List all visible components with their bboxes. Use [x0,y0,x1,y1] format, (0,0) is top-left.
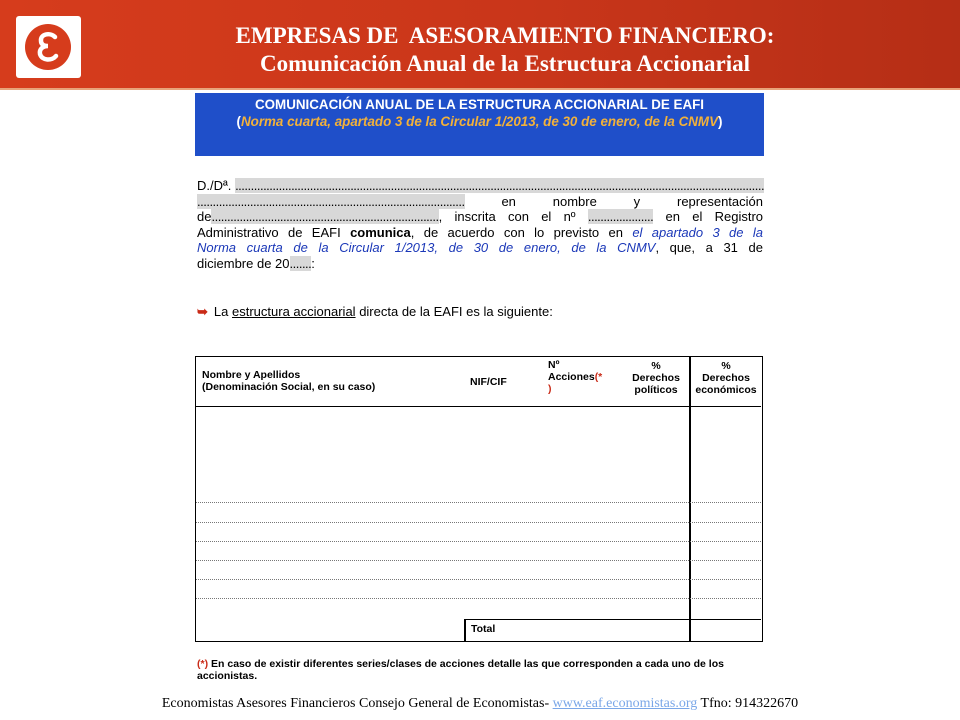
text-representacion: representación [676,193,763,209]
total-divider [464,619,466,642]
text-acuerdo: , de acuerdo con lo previsto en [410,224,623,240]
subtitle-open-paren: ( [236,114,241,129]
subtitle-close-paren: ) [718,114,723,129]
total-row [464,619,761,642]
header-title [120,22,890,78]
registry-number-field[interactable]: ..................... [587,209,654,225]
structure-intro [197,304,763,320]
text-comunica: comunica [350,224,411,240]
header-acciones-line1: Nº [548,359,560,371]
footnote-text: En caso de existir diferentes series/clases de acciones detalle las que corresponden a cada uno de los accionistas. [197,658,724,682]
footer-link[interactable]: www.eaf.economistas.org [552,696,698,711]
text-nombre: nombre [552,193,597,209]
document-subtitle [195,113,764,130]
text-que-a-31: , que, a 31 de [655,240,763,256]
declaration-line-5 [197,240,763,256]
footer [0,696,960,712]
declaration-line-4 [197,225,763,241]
intro-post: directa de la EAFI es la siguiente: [359,304,553,319]
text-inscrita: , inscrita con el nº [438,209,576,225]
header-name-line1: Nombre y Apellidos [202,369,301,381]
header-nif: NIF/CIF [470,376,507,388]
row-divider [196,541,761,542]
intro-underlined: estructura accionarial [232,304,356,319]
footnote [197,658,765,682]
text-y: y [633,193,641,209]
declaration-line-3 [197,209,763,225]
header-title-line2: Comunicación Anual de la Estructura Accionarial [259,51,751,76]
total-label: Total [471,623,496,635]
row-divider [196,560,761,561]
column-divider [689,357,691,642]
footer-text: Economistas Asesores Financieros Consejo General de Economistas- [161,696,550,711]
text-colon: : [311,255,315,271]
entity-name-field[interactable]: ......................................................................... [211,209,439,225]
footnote-mark: (*) [197,658,209,670]
row-divider [196,522,761,523]
declaration-paragraph [197,178,763,272]
declarant-name-field[interactable]: .......................................................................................................................................................................... [235,178,765,193]
shareholders-table [195,356,763,642]
declaration-line-6 [197,256,763,272]
declaration-line-1 [197,178,763,194]
declarant-label: D./Dª. [197,178,232,193]
economistas-logo [16,16,81,78]
subtitle-reference: Norma cuarta, apartado 3 de la Circular 1/2013, de 30 de enero, de la CNMV [240,114,719,129]
row-divider [196,502,761,503]
row-divider [196,579,761,580]
row-divider [196,598,761,599]
header-title-line1: EMPRESAS DE ASESORAMIENTO FINANCIERO: [235,23,775,48]
declarant-name-field-cont[interactable]: ...................................................................................... [197,193,465,209]
header-acciones-line2: Acciones(* [548,371,603,383]
text-diciembre: diciembre de 20 [197,255,290,271]
header-derechos-economicos: % Derechos económicos [695,360,757,396]
text-apartado-ref: el apartado 3 de la [632,224,763,240]
header-derechos-politicos: % Derechos políticos [632,360,680,396]
document-title-box [195,93,764,156]
text-norma-ref: Norma cuarta de la Circular 1/2013, de 30 de enero, de la CNMV [197,240,656,256]
text-de: de [197,209,212,225]
text-en: en [501,193,516,209]
header-name-line2: (Denominación Social, en su caso) [202,381,376,393]
curved-arrow-icon: ➥ [197,304,208,319]
header-name [202,369,375,419]
economistas-logo-icon [22,21,75,73]
intro-pre: La [213,304,229,319]
text-administrativo: Administrativo de EAFI [197,224,341,240]
header-acciones [548,359,602,409]
asterisk-mark-close: ) [548,383,552,395]
asterisk-mark: (* [594,371,603,383]
header-band [0,0,960,90]
document-title: COMUNICACIÓN ANUAL DE LA ESTRUCTURA ACCIONARIAL DE EAFI [254,97,705,112]
declaration-line-2 [197,194,763,210]
footer-phone: Tfno: 914322670 [700,696,799,711]
text-registro: en el Registro [665,209,764,225]
year-field[interactable]: ....... [289,255,312,271]
